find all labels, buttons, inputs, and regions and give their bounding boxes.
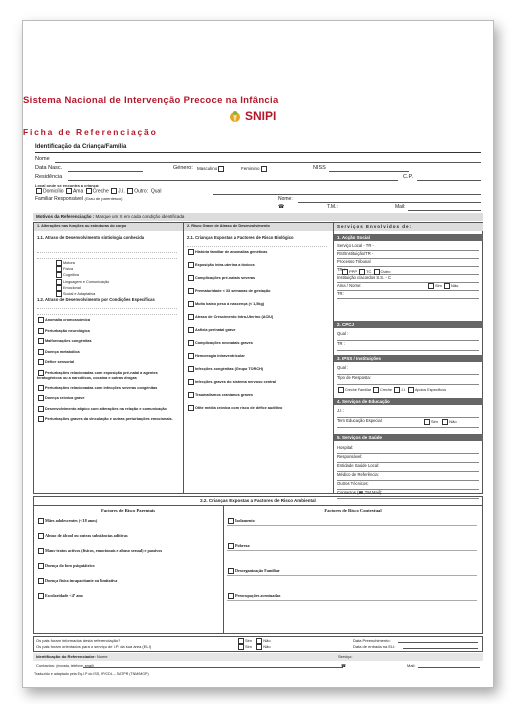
condition-item-label: Perturbação neurológica — [45, 328, 90, 333]
parental-risk-item[interactable] — [37, 548, 219, 554]
col1-sub2: 1.2. Atraso de Desenvolvimento por Condições Específicas — [37, 297, 155, 302]
service-field-label: Médico de Referência: — [337, 472, 379, 477]
service-field-label: TR : — [337, 267, 345, 272]
checkbox-icon[interactable] — [188, 262, 194, 268]
service-field-label: Contactos (☎,TM,Mail): — [337, 490, 383, 495]
service-field[interactable] — [337, 408, 479, 418]
condition-item[interactable] — [37, 328, 179, 334]
bio-risk-item-label: Asfixia perinatal grave — [195, 328, 236, 332]
checkbox-icon[interactable] — [188, 340, 194, 346]
parental-risk-item[interactable] — [37, 593, 219, 599]
gender-male[interactable]: Masculino — [197, 166, 225, 172]
col3-title: Serviços Envolvidos de: — [334, 223, 483, 231]
gender-label: Género: — [173, 165, 193, 171]
checkbox-icon[interactable] — [228, 568, 234, 574]
write-line[interactable] — [227, 575, 477, 576]
referral-form-sheet — [22, 20, 494, 688]
name-field[interactable] — [55, 162, 481, 163]
residence-label: Residência — [35, 174, 63, 180]
condition-item-label: Perturbações graves da vinculação e outras perturbações emocionais. — [45, 417, 173, 422]
col2-sub1-list — [187, 249, 329, 418]
service-field-label: Outros Técnicos: — [337, 481, 369, 486]
service-field-label: Qual : — [337, 331, 349, 336]
bio-risk-item-label: Muito baixo peso à nascença (< 1,5kg) — [195, 302, 265, 306]
parental-risk-item[interactable] — [37, 578, 219, 584]
bio-risk-item-label: Otite média crónica com risco de défice auditivo — [195, 406, 283, 410]
ipss-options[interactable]: Creche Familiar Creche J.I. Apoios Específicos — [337, 387, 446, 393]
write-line[interactable] — [227, 600, 477, 601]
col1-sub1: 1.1. Atraso de Desenvolvimento sintiologia conhecida — [37, 235, 145, 240]
service-field-label: Hospital: — [337, 445, 354, 450]
service-field-label: J.I.: — [337, 408, 344, 413]
bio-risk-item[interactable] — [187, 288, 329, 294]
service-field[interactable] — [337, 481, 479, 490]
mobile-label: T.M.: — [327, 204, 338, 210]
checkbox-icon[interactable] — [38, 563, 44, 569]
guardian-label: Familiar Responsável (Grau de parentesco) — [35, 196, 123, 202]
service-field-label: Entidade Saúde Local: — [337, 463, 380, 468]
dev-area-item-label: Linguagem e Comunicação — [63, 279, 110, 284]
referrer-band: Identificação do Referenciador: Nome Serviço: — [33, 653, 483, 661]
birth-label: Data Nasc. — [35, 165, 63, 171]
residence-field[interactable] — [68, 180, 398, 181]
checkbox-icon[interactable] — [228, 543, 234, 549]
bio-risk-item-label: Hemorragia intraventricular — [195, 354, 245, 358]
parental-risk-item-label: Abuso de álcool ou outras substâncias aditivas — [45, 533, 128, 539]
parental-title: Factores de Risco Parentais — [100, 508, 156, 513]
checkbox-icon[interactable] — [38, 406, 44, 412]
parental-risk-item-label: Maus-tratos activos (físicos, emocionais e abuso sexual) e passivos — [45, 548, 163, 554]
context-title: Factores de Risco Contextual — [324, 508, 382, 513]
identification-title: Identificação da Criança/Família — [35, 144, 127, 150]
checkbox-icon[interactable] — [38, 317, 44, 323]
form-title: Ficha de Referenciação — [23, 127, 158, 137]
checkbox-icon[interactable] — [38, 338, 44, 344]
bio-risk-item[interactable] — [187, 314, 329, 320]
context-risk-item-label: Pobreza — [235, 543, 250, 549]
niss-label: NISS — [313, 165, 326, 171]
special-ed-yes-no[interactable]: Sim Não — [423, 419, 457, 425]
service-field[interactable] — [337, 365, 479, 375]
checkbox-icon[interactable] — [38, 328, 44, 334]
bio-risk-item-label: Complicações neonatais graves — [195, 341, 253, 345]
checkbox-icon[interactable] — [38, 518, 44, 524]
bio-risk-item[interactable] — [187, 405, 329, 411]
agreement-yes-no[interactable]: Sim Não — [427, 283, 458, 289]
bio-risk-item-label: Prematuridade < 33 semanas de gestação — [195, 289, 271, 293]
col1-sub2-note — [37, 304, 177, 316]
dev-area-item[interactable] — [55, 279, 109, 285]
env-divider — [223, 505, 224, 634]
phone-icon: ☎ — [278, 204, 285, 210]
service-field[interactable] — [337, 291, 479, 299]
bio-risk-item[interactable] — [187, 366, 329, 372]
service-field[interactable] — [337, 259, 479, 267]
service-field[interactable] — [337, 251, 479, 259]
dev-area-item-label: Motora — [63, 261, 75, 265]
system-title: Sistema Nacional de Intervenção Precoce na Infância — [23, 95, 279, 106]
condition-item-label: Desenvolvimento atípico com alterações na relação e comunicação — [45, 406, 167, 411]
parental-risk-item[interactable] — [37, 533, 219, 539]
bio-risk-item-label: Atraso de Crescimento Intra-Uterino (ACIU) — [195, 315, 274, 319]
education-head: 4. Serviços de Educação — [334, 398, 483, 405]
context-risk-item[interactable] — [227, 568, 477, 576]
education-fields — [337, 408, 479, 428]
col1-sub2-list — [37, 317, 179, 427]
process-options[interactable]: PPP TC Outro — [341, 269, 391, 275]
location-options[interactable]: Domicílio Ama Creche J.I. Outro: Qual — [35, 188, 161, 194]
section-rule — [35, 152, 481, 153]
ipss-head: 3. IPSS / Instituições — [334, 355, 483, 362]
condition-item-label: Malformações congénitas — [45, 339, 92, 343]
snipi-logo-icon — [228, 109, 242, 123]
col1-title: 1. Alterações nas funções ou estruturas do corpo — [34, 223, 183, 231]
guardian-name-label: Nome: — [278, 196, 293, 202]
checkbox-icon[interactable] — [188, 249, 194, 255]
checkbox-icon[interactable] — [56, 272, 62, 278]
location-other-field[interactable] — [213, 194, 481, 195]
service-field-label: Tipo de Resposta: — [337, 375, 371, 380]
context-risk-item-label: Isolamento — [235, 518, 255, 523]
parental-risk-item-label: Doença física incapacitante ou limitativa — [45, 578, 118, 584]
bio-risk-item[interactable] — [187, 353, 329, 359]
checkbox-icon[interactable] — [188, 327, 194, 333]
dev-area-item-label: Cognitiva — [63, 273, 79, 278]
checkbox-icon[interactable] — [188, 405, 194, 411]
guardian-name-field[interactable] — [298, 202, 481, 203]
service-field[interactable] — [337, 275, 479, 283]
checkbox-icon[interactable] — [38, 349, 44, 355]
service-field-label: TR: — [337, 291, 344, 296]
col2-note — [187, 242, 327, 248]
service-field[interactable] — [337, 463, 479, 472]
checkbox-icon[interactable] — [56, 260, 62, 266]
checkbox-icon[interactable] — [188, 366, 194, 372]
grid-divider-1 — [183, 222, 184, 494]
bio-risk-item[interactable] — [187, 327, 329, 333]
checkbox-icon[interactable] — [38, 416, 44, 422]
date-filled-label: Data Preenchimento: — [353, 638, 391, 643]
service-field-label: Serviço Local - TR - — [337, 243, 374, 248]
service-field[interactable] — [337, 445, 479, 454]
checkbox-icon[interactable] — [188, 314, 194, 320]
checkbox-icon[interactable] — [228, 593, 234, 599]
env-rule — [33, 505, 483, 506]
context-list — [227, 518, 477, 618]
context-risk-item[interactable] — [227, 593, 477, 601]
bio-risk-item[interactable] — [187, 275, 329, 281]
bio-risk-item[interactable] — [187, 392, 329, 398]
name-label: Nome — [35, 156, 50, 162]
dev-area-item-label: Social e Adaptativa — [63, 292, 96, 297]
write-line[interactable] — [227, 525, 477, 526]
condition-item-label: Doença crónica grave — [45, 396, 85, 401]
checkbox-icon[interactable] — [188, 301, 194, 307]
checkbox-icon[interactable] — [188, 392, 194, 398]
bio-risk-item-label: Infecções graves do sistema nervoso central — [195, 380, 277, 384]
service-field-label: Instituição c/acordos S.S. - C — [337, 275, 391, 280]
gender-female[interactable]: Feminino — [241, 166, 268, 172]
checkbox-icon[interactable] — [188, 379, 194, 385]
social-action-head: 1. Acção Social — [334, 234, 483, 241]
service-field-label: RSI/Instituição/TR - — [337, 251, 374, 256]
service-field-label: Tem Educação Especial — [337, 418, 382, 423]
bio-risk-item-label: Traumatismos cranianos graves — [195, 393, 254, 397]
service-field[interactable] — [337, 454, 479, 463]
checkbox-icon[interactable] — [188, 353, 194, 359]
footer-mail-field[interactable] — [418, 667, 480, 668]
checkbox-icon[interactable] — [228, 518, 234, 524]
context-risk-item-label: Desorganização Familiar — [235, 568, 280, 574]
health-fields — [337, 445, 479, 499]
condition-item[interactable] — [37, 359, 179, 365]
postal-label: C.P. — [403, 174, 413, 180]
bio-risk-item-label: Infecções congénitas (Grupo TORCH) — [195, 367, 264, 371]
question-informed: Os pais foram informados desta referenciação? — [36, 638, 121, 643]
service-field-label: Responsável: — [337, 454, 363, 459]
service-field[interactable] — [337, 341, 479, 351]
dev-area-item-label: Física — [63, 267, 74, 272]
checkbox-icon[interactable] — [188, 288, 194, 294]
birth-field[interactable] — [68, 171, 143, 172]
location-label: Local onde se encontra a criança: — [35, 183, 100, 188]
date-filled-field[interactable] — [398, 642, 478, 643]
condition-item[interactable] — [37, 317, 179, 323]
footer-mail-label: Mail: — [407, 663, 416, 668]
service-field[interactable] — [337, 375, 479, 385]
date-eli-field[interactable] — [403, 648, 478, 649]
context-risk-item[interactable] — [227, 543, 477, 551]
service-field[interactable] — [337, 418, 479, 428]
service-field-label: Qual : — [337, 365, 349, 370]
checkbox-icon[interactable] — [188, 275, 194, 281]
service-field[interactable] — [337, 243, 479, 251]
condition-item[interactable] — [37, 395, 179, 401]
checkbox-icon[interactable] — [38, 548, 44, 554]
bio-risk-item-label: História familiar de anomalias genéticas — [195, 250, 268, 254]
checkbox-icon[interactable] — [38, 593, 44, 599]
env-title: 2.2. Crianças Expostas a Factores de Risco Ambiental — [200, 498, 316, 503]
ipss-fields — [337, 365, 479, 385]
condition-item-label: Doença metabólica — [45, 349, 80, 354]
checkbox-icon[interactable] — [38, 385, 44, 391]
acronym: SNIPI — [245, 109, 277, 123]
checkbox-icon[interactable] — [38, 395, 44, 401]
bio-risk-item[interactable] — [187, 340, 329, 346]
niss-field[interactable] — [329, 171, 409, 172]
checkbox-icon[interactable] — [56, 266, 62, 272]
write-line[interactable] — [227, 550, 477, 551]
service-field-label: TR : — [337, 341, 345, 346]
dev-area-item-label: Emocional — [63, 285, 81, 290]
credit-line: Traduzido e adaptado pela Eq.I.P do ISS, IP/CDL – SATPR (TNM/MGP) — [34, 672, 149, 676]
cpcj-head: 2. CPCJ — [334, 321, 483, 328]
checkbox-icon[interactable] — [56, 285, 62, 291]
condition-item[interactable] — [37, 385, 179, 391]
date-eli-label: Data de entrada na ELI: — [353, 644, 396, 649]
condition-item-label: Défice sensorial — [45, 360, 75, 364]
question-oriented: Os pais foram orientados para o serviço de I.P. da sua área (ELI) — [36, 644, 152, 649]
parental-risk-item[interactable] — [37, 518, 219, 524]
checkbox-icon[interactable] — [56, 279, 62, 285]
condition-item[interactable] — [37, 338, 179, 344]
condition-item[interactable] — [37, 406, 179, 412]
checkbox-icon[interactable] — [38, 533, 44, 539]
service-field-label: Processo Tribunal — [337, 259, 371, 264]
mail-label: Mail: — [395, 204, 406, 210]
mail-field[interactable] — [408, 210, 481, 211]
parental-risk-item-label: Escolaridade <4º ano — [45, 593, 83, 599]
health-head: 5. Serviços de Saúde — [334, 434, 483, 441]
bio-risk-item-label: Complicações pré-natais severas — [195, 276, 256, 280]
reasons-band: Motivos da Referenciação : Marque um X em cada condição identificada — [33, 213, 483, 221]
parental-list — [37, 518, 219, 608]
col2-title: 2. Risco Grave de Atraso de Desenvolvimento — [184, 223, 333, 231]
contacts-label: Contactos: (morada, telefone, email) — [36, 663, 94, 668]
condition-item-label: Perturbações relacionadas com infecções severas congénitas — [45, 385, 158, 390]
checkbox-icon[interactable] — [38, 578, 44, 584]
informed-yes-no[interactable]: Sim Não — [237, 638, 271, 644]
context-risk-item-label: Preocupações acentuadas — [235, 593, 281, 599]
col1-sub1-note — [37, 248, 177, 260]
cpcj-fields — [337, 331, 479, 351]
parental-risk-item[interactable] — [37, 563, 219, 569]
service-field-label: Ama / Nome: — [337, 283, 362, 288]
col1-sub1-list — [55, 260, 109, 297]
postal-field[interactable] — [417, 180, 481, 181]
service-field[interactable] — [337, 472, 479, 481]
context-risk-item[interactable] — [227, 518, 477, 526]
contacts-field[interactable] — [83, 667, 343, 668]
bio-risk-item[interactable] — [187, 301, 329, 307]
bio-risk-item[interactable] — [187, 379, 329, 385]
condition-item[interactable] — [37, 416, 179, 422]
oriented-yes-no[interactable]: Sim Não — [237, 644, 271, 650]
col2-sub1: 2.1. Crianças Expostas a Factores de Risco Biológico — [187, 235, 294, 240]
bio-risk-item[interactable] — [187, 249, 329, 255]
condition-item-label: Anomalia cromossómica — [45, 318, 90, 322]
footer-phone-icon: ☎ — [341, 663, 346, 668]
bio-risk-item[interactable] — [187, 262, 329, 268]
condition-item[interactable] — [37, 349, 179, 355]
bio-risk-item-label: Exposição intra-uterina a tóxicos — [195, 263, 255, 267]
checkbox-icon[interactable] — [38, 359, 44, 365]
condition-item[interactable] — [37, 370, 179, 381]
condition-item-label: Perturbações relacionadas com exposição pré-natal a agentes teratogénicos ou a narcóticos, cocaína e outras drogas — [37, 370, 158, 380]
service-field[interactable] — [337, 331, 479, 341]
parental-risk-item-label: Mães adolescentes (<18 anos) — [45, 518, 98, 523]
parental-risk-item-label: Doença do foro psiquiátrico — [45, 563, 95, 569]
